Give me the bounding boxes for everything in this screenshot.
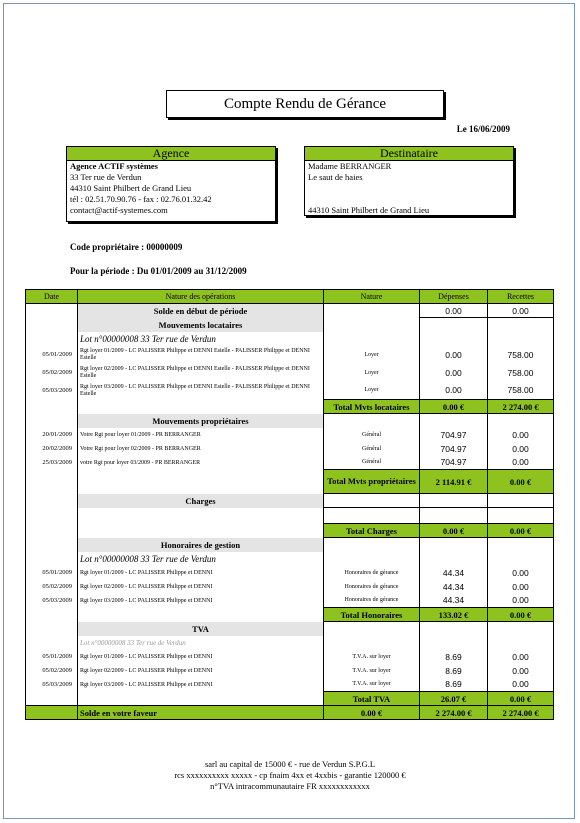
document-date: Le 16/06/2009	[456, 124, 510, 134]
footer-line-2: rcs xxxxxxxxxx xxxxx - cp fnaim 4xx et 4xxbis - garantie 120000 €	[174, 770, 406, 780]
table-row: 05/01/2009 Rgt loyer 01/2009 - LC PALISSER Philippe et DENNI T.V.A. sur loyer 8.69 0.00	[26, 650, 554, 664]
footer-line-3: n°TVA intracommunautaire FR xxxxxxxxxxxx	[210, 781, 370, 791]
total-label: Total Charges	[324, 524, 420, 538]
total-row: Total Mvts locataires 0.00 € 2 274.00 €	[26, 400, 554, 414]
footer-line-1: sarl au capital de 15000 € - rue de Verdun S.P.G.L	[204, 759, 376, 769]
destinataire-name: Madame BERRANGER	[308, 161, 392, 171]
lot-row	[26, 636, 554, 650]
col-date: Date	[26, 290, 78, 304]
table-row: 05/02/2009 Rgt loyer 02/2009 - LC PALISSER Philippe et DENNI Estelle - PALISSER Philippe et DENNI Estelle Loyer 0.00 758.00	[26, 364, 554, 382]
section-title: TVA	[78, 622, 324, 636]
total-row: Total Charges 0.00 € 0.00 €	[26, 524, 554, 538]
solde-debut-label: Solde en début de période	[78, 304, 324, 318]
col-depenses: Dépenses	[420, 290, 488, 304]
solde-debut-recettes: 0.00	[488, 304, 554, 318]
total-row: Total TVA 26.07 € 0.00 €	[26, 692, 554, 706]
section-title: Mouvements propriétaires	[78, 414, 324, 428]
agence-city: 44310 Saint Philbert de Grand Lieu	[70, 183, 192, 193]
spacer-row	[26, 508, 554, 524]
lot-row	[26, 552, 554, 566]
table-row: 25/03/2009 votre Rgt pour loyer 03/2009 - PR BERRANGER Général 704.97 0.00	[26, 456, 554, 470]
table-row: 05/03/2009 Rgt loyer 03/2009 - LC PALISSER Philippe et DENNI T.V.A. sur loyer 8.69 0.00	[26, 678, 554, 692]
total-label: Total Honoraires	[324, 608, 420, 622]
solde-final-recettes: 2 274.00 €	[488, 706, 554, 720]
section-title: Mouvements locataires	[78, 318, 324, 332]
periode: Pour la période : Du 01/01/2009 au 31/12/2009	[70, 266, 247, 276]
document-title: Compte Rendu de Gérance	[166, 90, 444, 118]
agence-box	[66, 146, 276, 222]
table-row: 05/02/2009 Rgt loyer 02/2009 - LC PALISSER Philippe et DENNI Honoraires de gérance 44.34 0.00	[26, 580, 554, 594]
section-title: Honoraires de gestion	[78, 538, 324, 552]
solde-debut-row	[26, 304, 554, 318]
section-proprietaires	[26, 414, 554, 428]
table-row: 05/01/2009 Rgt loyer 01/2009 - LC PALISSER Philippe et DENNI Honoraires de gérance 44.34 0.00	[26, 566, 554, 580]
col-nature: Nature	[324, 290, 420, 304]
code-proprietaire: Code propriétaire : 00000009	[70, 242, 183, 252]
col-recettes: Recettes	[488, 290, 554, 304]
total-row: Total Honoraires 133.02 € 0.00 €	[26, 608, 554, 622]
section-title: Charges	[78, 494, 324, 508]
total-label: Total Mvts propriétaires	[324, 470, 420, 494]
section-locataires	[26, 318, 554, 332]
table-row: 20/02/2009 Votre Rgt pour loyer 02/2009 - PR BERRANGER Général 704.97 0.00	[26, 442, 554, 456]
destinataire-header: Destinataire	[305, 147, 513, 161]
lot-label: Lot n°00000008 33 Ter rue de Verdun	[78, 332, 324, 346]
table-row: 05/03/2009 Rgt loyer 03/2009 - LC PALISSER Philippe et DENNI Honoraires de gérance 44.34 0.00	[26, 594, 554, 608]
col-operations: Nature des opérations	[78, 290, 324, 304]
solde-final-nature: 0.00 €	[324, 706, 420, 720]
agence-street: 33 Ter rue de Verdun	[70, 172, 142, 182]
solde-final-depenses: 2 274.00 €	[420, 706, 488, 720]
operations-table	[25, 289, 554, 720]
solde-final-row	[26, 706, 554, 720]
agence-name: Agence ACTIF systèmes	[70, 161, 158, 171]
destinataire-city: 44310 Saint Philbert de Grand Lieu	[308, 205, 430, 215]
lot-row	[26, 332, 554, 346]
total-label: Total TVA	[324, 692, 420, 706]
destinataire-box	[304, 146, 514, 216]
section-honoraires	[26, 538, 554, 552]
table-row: 20/01/2009 Votre Rgt pour loyer 01/2009 - PR BERRANGER Général 704.97 0.00	[26, 428, 554, 442]
table-row: 05/01/2009 Rgt loyer 01/2009 - LC PALISSER Philippe et DENNI Estelle - PALISSER Philippe et DENNI Estelle Loyer 0.00 758.00	[26, 346, 554, 364]
lot-label: Lot n°00000008 33 Ter rue de Verdun	[78, 552, 324, 566]
total-row: Total Mvts propriétaires 2 114.91 € 0.00 €	[26, 470, 554, 494]
table-header	[26, 290, 554, 304]
total-label: Total Mvts locataires	[324, 400, 420, 414]
agence-header: Agence	[67, 147, 275, 161]
solde-final-label: Solde en votre faveur	[78, 706, 324, 720]
table-row: 05/02/2009 Rgt loyer 02/2009 - LC PALISSER Philippe et DENNI T.V.A. sur loyer 8.69 0.00	[26, 664, 554, 678]
solde-debut-depenses: 0.00	[420, 304, 488, 318]
lot-label: Lot n°00000008 33 Ter rue de Verdun	[78, 636, 324, 650]
agence-email: contact@actif-systemes.com	[70, 205, 168, 215]
table-row: 05/03/2009 Rgt loyer 03/2009 - LC PALISSER Philippe et DENNI Estelle - PALISSER Philippe et DENNI Estelle Loyer 0.00 758.00	[26, 382, 554, 400]
destinataire-street: Le saut de haies	[308, 172, 363, 182]
agence-phone: tél : 02.51.70.90.76 - fax : 02.76.01.32.42	[70, 194, 212, 204]
section-charges	[26, 494, 554, 508]
section-tva	[26, 622, 554, 636]
